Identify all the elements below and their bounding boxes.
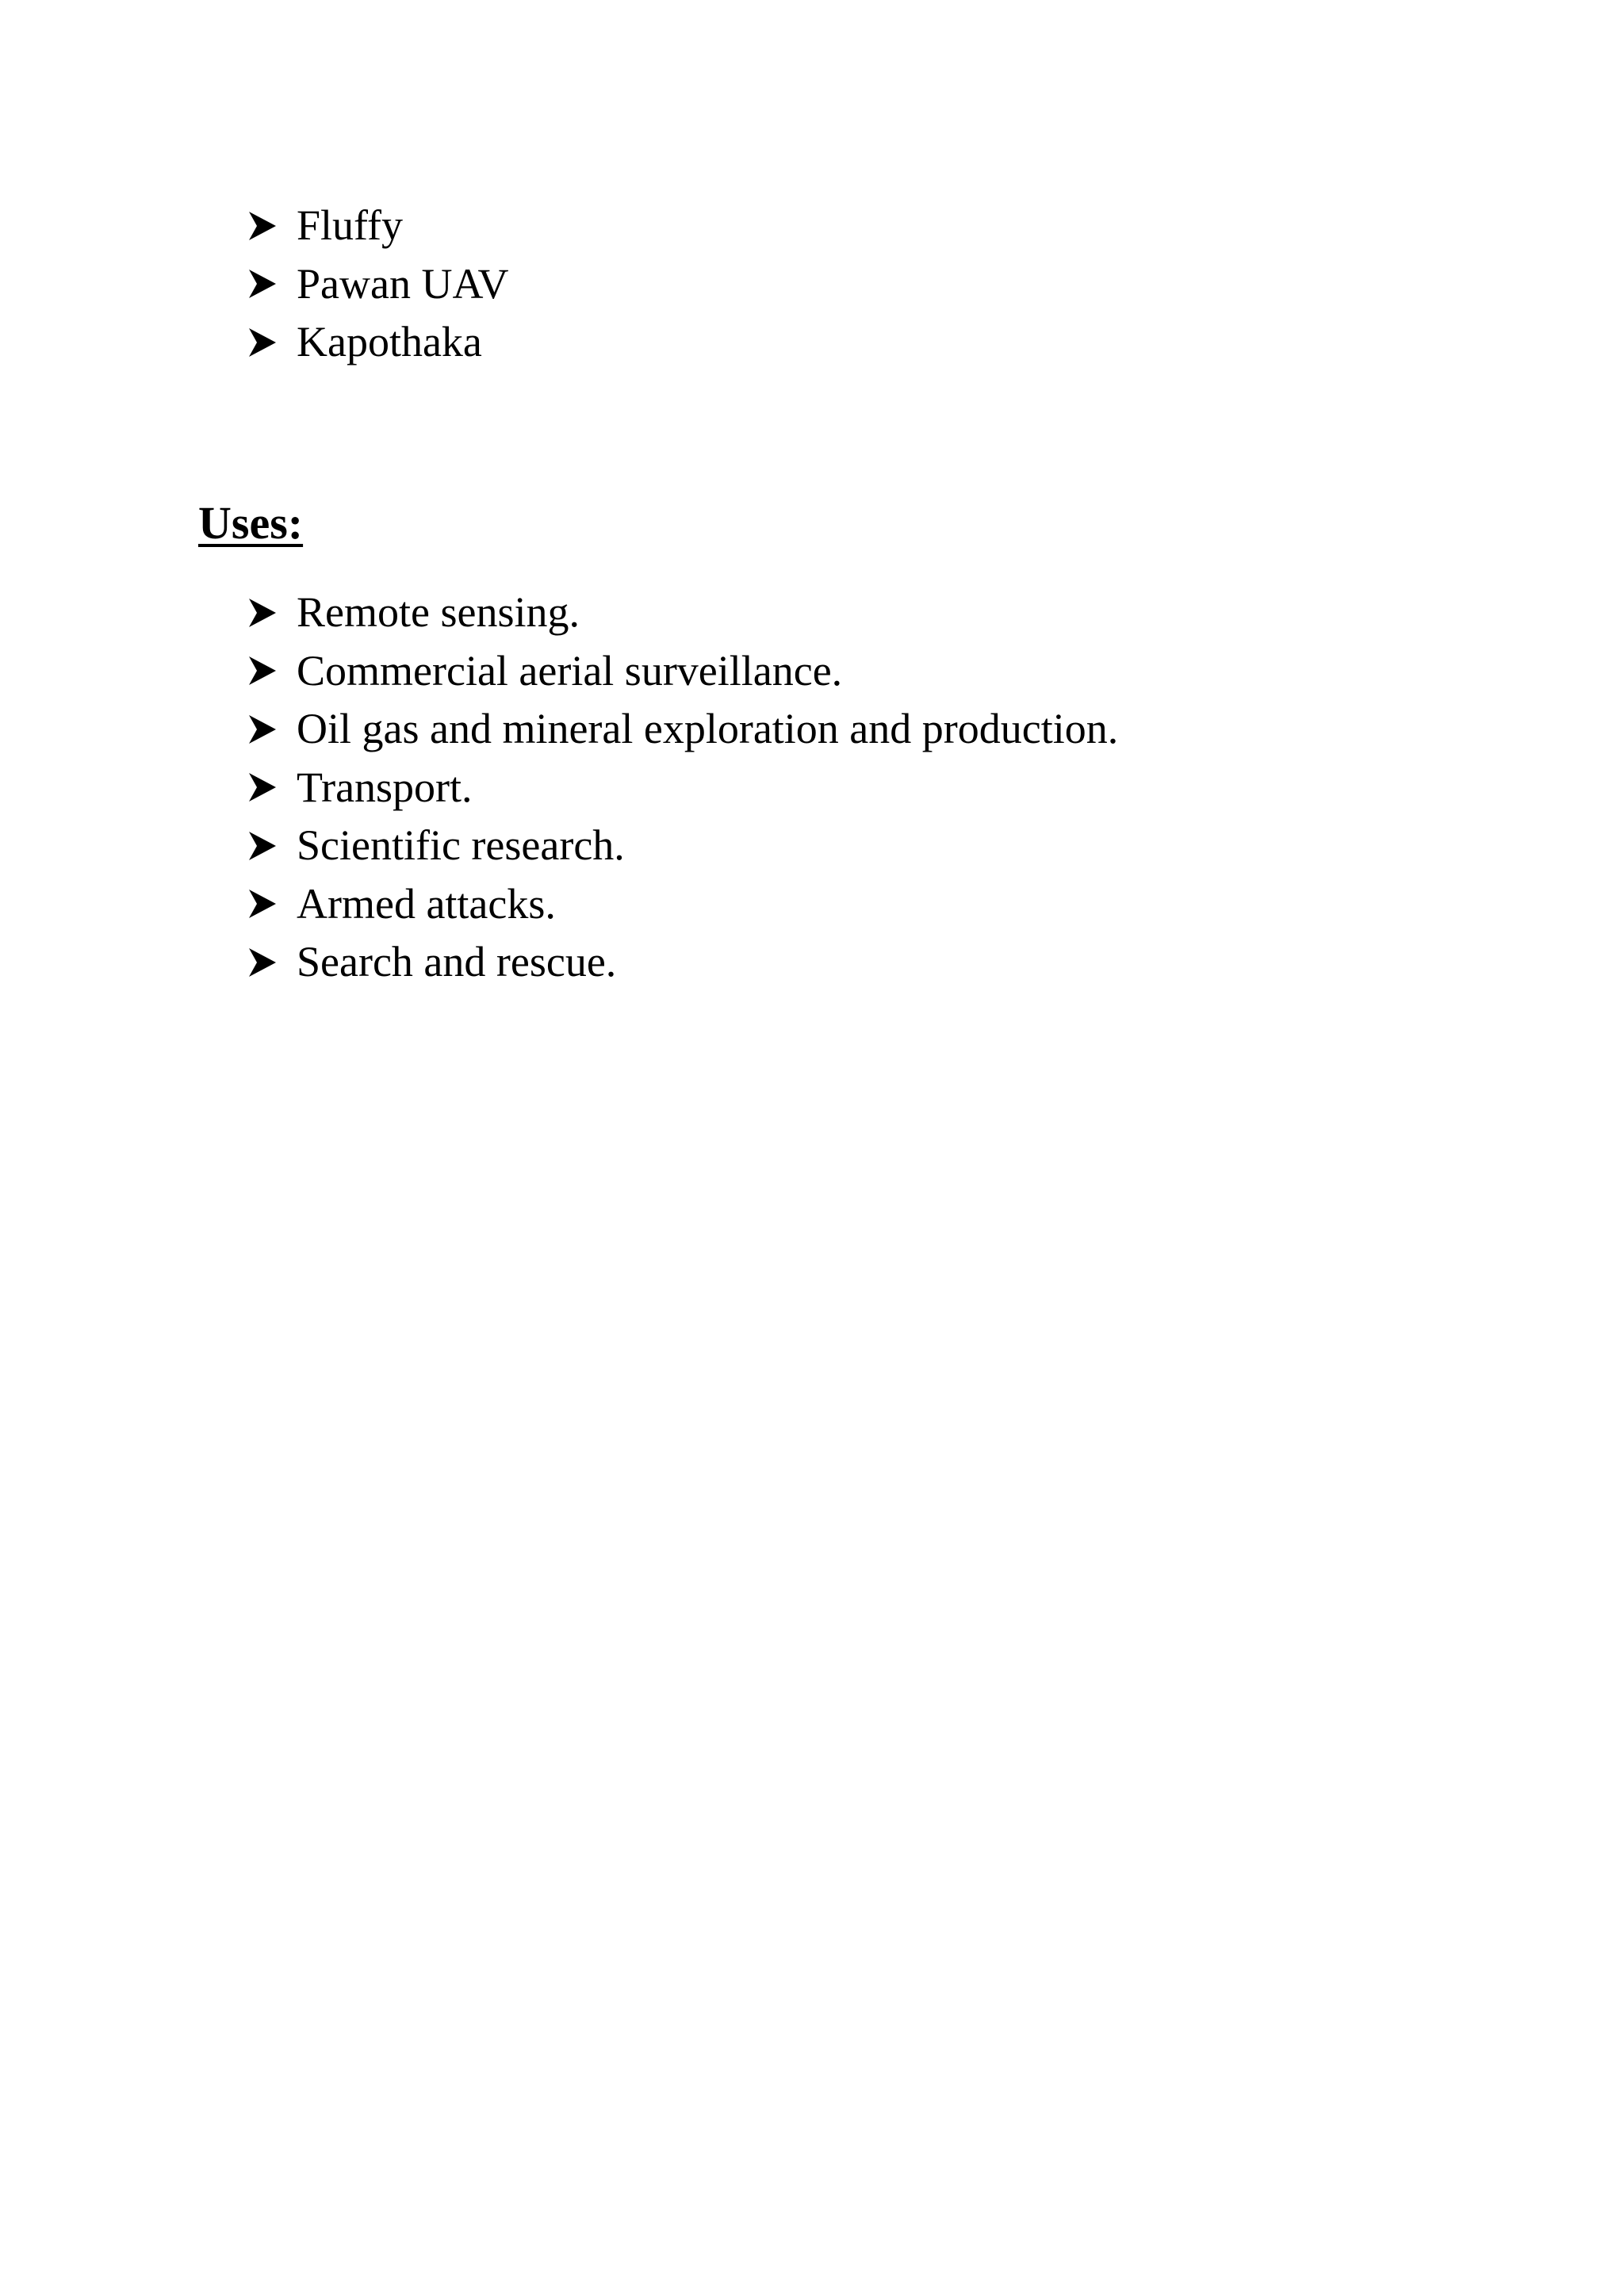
list-item-label: Fluffy [297, 201, 404, 249]
list-item [247, 933, 1118, 992]
list-item [247, 197, 509, 255]
arrowhead-bullet-icon [247, 947, 278, 978]
list-item [247, 255, 509, 314]
list-item [247, 584, 1118, 642]
list-item-label: Oil gas and mineral exploration and production. [297, 705, 1119, 752]
list-item-label: Search and rescue. [297, 938, 617, 985]
arrowhead-bullet-icon [247, 771, 278, 803]
arrowhead-bullet-icon [247, 888, 278, 920]
list-item [247, 700, 1118, 759]
arrowhead-bullet-icon [247, 655, 278, 687]
list-item-label: Scientific research. [297, 821, 625, 869]
arrowhead-bullet-icon [247, 210, 278, 242]
list-item-label: Remote sensing. [297, 588, 580, 636]
arrowhead-bullet-icon [247, 714, 278, 745]
list-item-label: Armed attacks. [297, 879, 556, 928]
list-item [247, 642, 1118, 701]
uses-heading: Uses: [198, 497, 304, 549]
list-item [247, 817, 1118, 875]
uav-name-list [247, 197, 509, 372]
arrowhead-bullet-icon [247, 830, 278, 862]
arrowhead-bullet-icon [247, 327, 278, 358]
list-item [247, 759, 1118, 817]
list-item [247, 875, 1118, 934]
list-item [247, 313, 509, 372]
uses-list [247, 584, 1118, 992]
list-item-label: Pawan UAV [297, 259, 509, 308]
list-item-label: Kapothaka [297, 318, 482, 365]
arrowhead-bullet-icon [247, 268, 278, 300]
list-item-label: Commercial aerial surveillance. [297, 646, 843, 695]
list-item-label: Transport. [297, 763, 473, 811]
arrowhead-bullet-icon [247, 597, 278, 629]
